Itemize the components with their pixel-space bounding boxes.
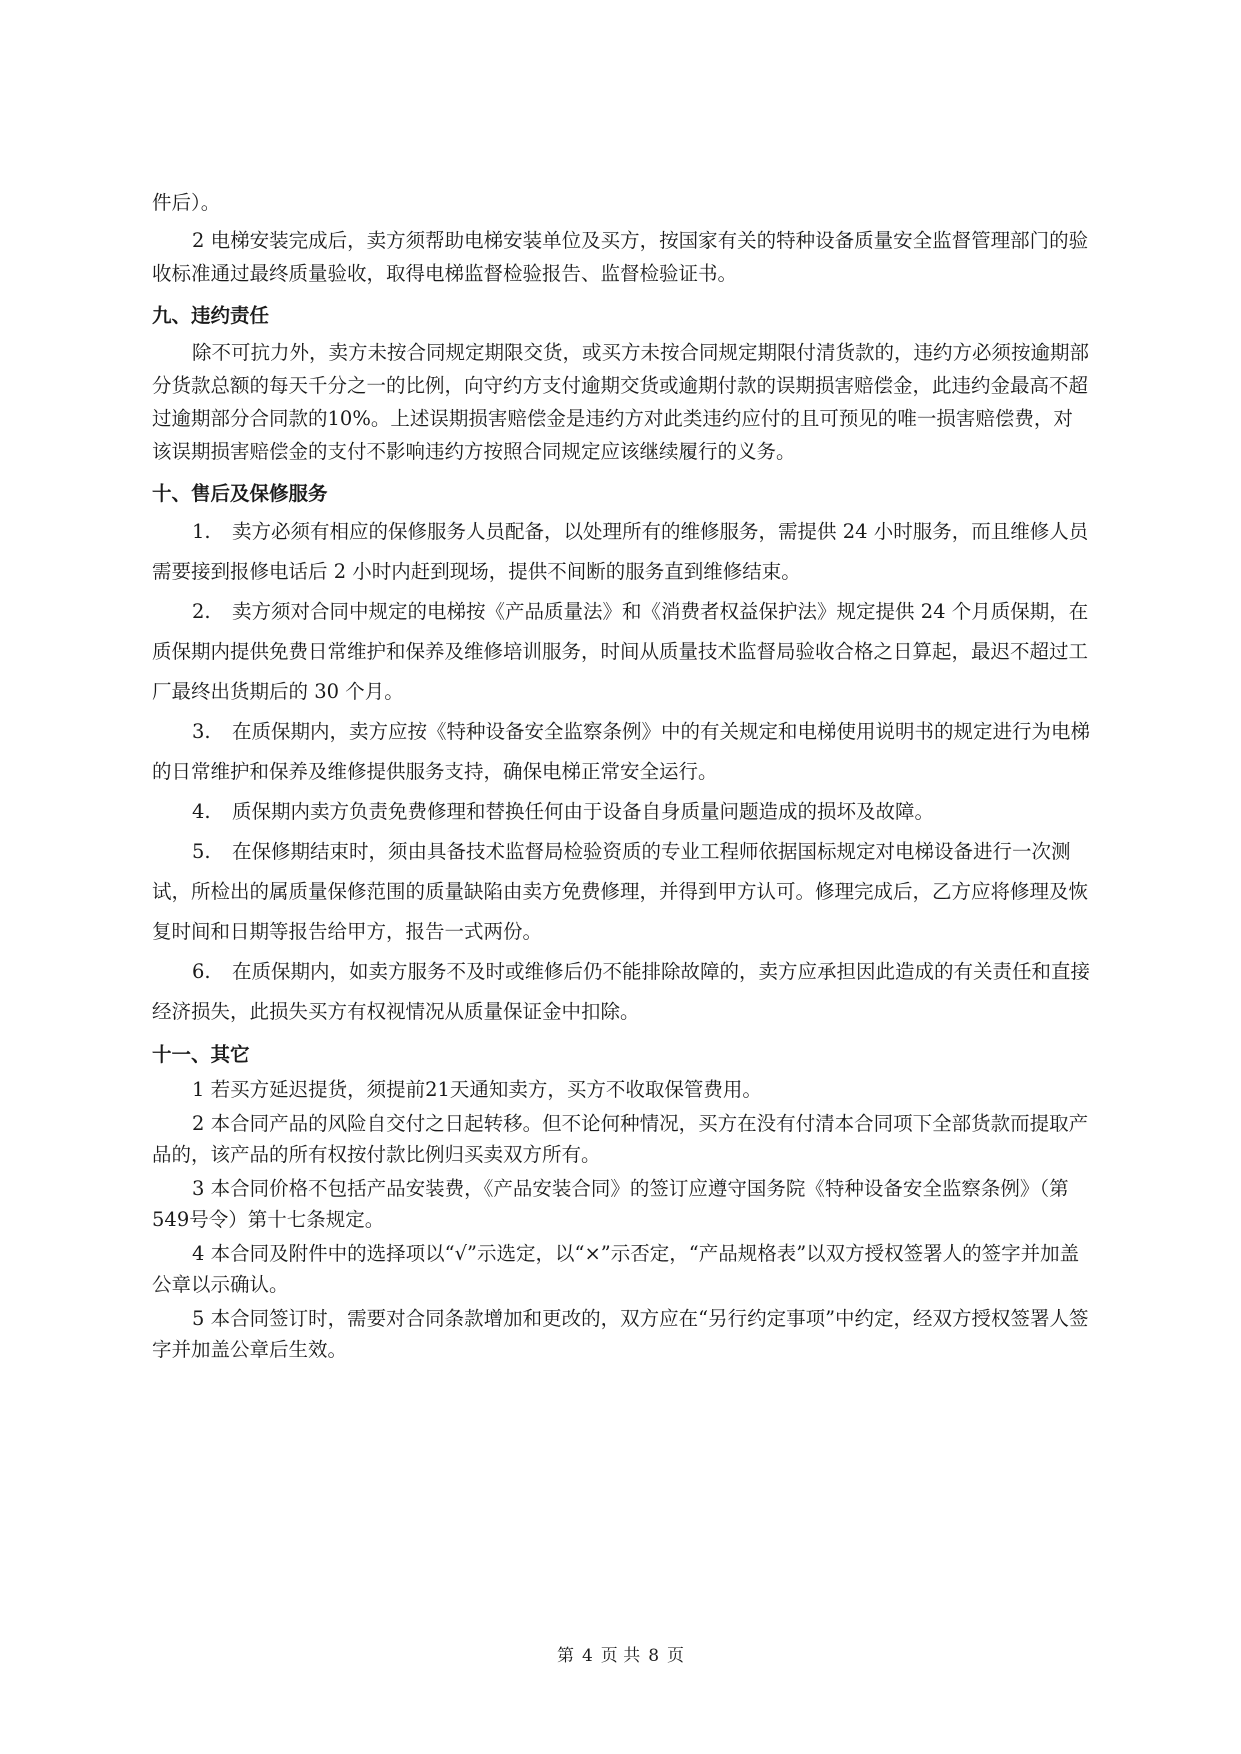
list-item-number: 2. [192, 600, 211, 623]
list-item [152, 832, 1092, 952]
list-item [152, 712, 1092, 792]
footer-prefix: 第 [556, 1646, 574, 1666]
list-item [152, 792, 1092, 832]
section-heading-9: 九、违约责任 [152, 304, 270, 327]
paragraph: 2 电梯安装完成后，卖方须帮助电梯安装单位及买方，按国家有关的特种设备质量安全监督管理部门的验收标准通过最终质量验收，取得电梯监督检验报告、监督检验证书。 [152, 229, 1089, 285]
list-item-text: 质保期内卖方负责免费修理和替换任何由于设备自身质量问题造成的损坏及故障。 [232, 800, 935, 823]
list-others [152, 1074, 1092, 1365]
paragraph: 除不可抗力外，卖方未按合同规定期限交货，或买方未按合同规定期限付清货款的，违约方必须按逾期部分货款总额的每天千分之一的比例，向守约方支付逾期交货或逾期付款的误期损害赔偿金，此违约金最高不超过逾期部分合同款的10%。上述误期损害赔偿金是违约方对此类违约应付的且可预见的唯一损害赔偿费，对该误期损害赔偿金的支付不影响违约方按照合同规定应该继续履行的义务。 [152, 341, 1090, 463]
section-heading-10: 十、售后及保修服务 [152, 482, 328, 505]
page-content [152, 186, 1092, 1365]
list-item [152, 592, 1092, 712]
list-item-number: 3. [192, 720, 211, 743]
list-after-sales [152, 512, 1092, 1032]
list-item-number: 1. [192, 520, 211, 543]
footer-middle: 页 共 [600, 1646, 641, 1666]
list-item [152, 512, 1092, 592]
footer-suffix: 页 [667, 1646, 685, 1666]
section-heading-11: 十一、其它 [152, 1043, 250, 1066]
list-item: 2 本合同产品的风险自交付之日起转移。但不论何种情况，买方在没有付清本合同项下全部货款而提取产品的，该产品的所有权按付款比例归买卖双方所有。 [152, 1112, 1089, 1166]
paragraph: 件后）。 [152, 191, 221, 214]
list-item-text: 在质保期内，卖方应按《特种设备安全监察条例》中的有关规定和电梯使用说明书的规定进行为电梯的日常维护和保养及维修提供服务支持，确保电梯正常安全运行。 [152, 720, 1091, 783]
list-item-number: 6. [192, 960, 211, 983]
list-item: 4 本合同及附件中的选择项以“√”示选定，以“×”示否定，“产品规格表”以双方授权签署人的签字并加盖公章以示确认。 [152, 1242, 1080, 1296]
list-item-text: 在保修期结束时，须由具备技术监督局检验资质的专业工程师依据国标规定对电梯设备进行一次测试，所检出的属质量保修范围的质量缺陷由卖方免费修理，并得到甲方认可。修理完成后，乙方应将修理及恢复时间和日期等报告给甲方，报告一式两份。 [152, 840, 1089, 943]
footer-page-number: 4 [581, 1646, 593, 1666]
list-item-text: 在质保期内，如卖方服务不及时或维修后仍不能排除故障的，卖方应承担因此造成的有关责任和直接经济损失，此损失买方有权视情况从质量保证金中扣除。 [152, 960, 1091, 1023]
list-item-number: 5. [192, 840, 211, 863]
list-item-text: 卖方必须有相应的保修服务人员配备，以处理所有的维修服务，需提供 24 小时服务，而且维修人员需要接到报修电话后 2 小时内赶到现场，提供不间断的服务直到维修结束。 [152, 520, 1089, 583]
list-item: 5 本合同签订时，需要对合同条款增加和更改的，双方应在“另行约定事项”中约定，经双方授权签署人签字并加盖公章后生效。 [152, 1307, 1089, 1361]
footer-total-pages: 8 [648, 1646, 660, 1666]
list-item [152, 952, 1092, 1032]
list-item: 1 若买方延迟提货，须提前21天通知卖方，买方不收取保管费用。 [192, 1078, 762, 1101]
list-item: 3 本合同价格不包括产品安装费，《产品安装合同》的签订应遵守国务院《特种设备安全监察条例》（第549号令）第十七条规定。 [152, 1177, 1069, 1231]
page-footer [0, 1641, 1241, 1666]
list-item-number: 4. [192, 800, 211, 823]
list-item-text: 卖方须对合同中规定的电梯按《产品质量法》和《消费者权益保护法》规定提供 24 个月质保期，在质保期内提供免费日常维护和保养及维修培训服务，时间从质量技术监督局验收合格之日算起，最迟不超过工厂最终出货期后的 30 个月。 [152, 600, 1089, 703]
